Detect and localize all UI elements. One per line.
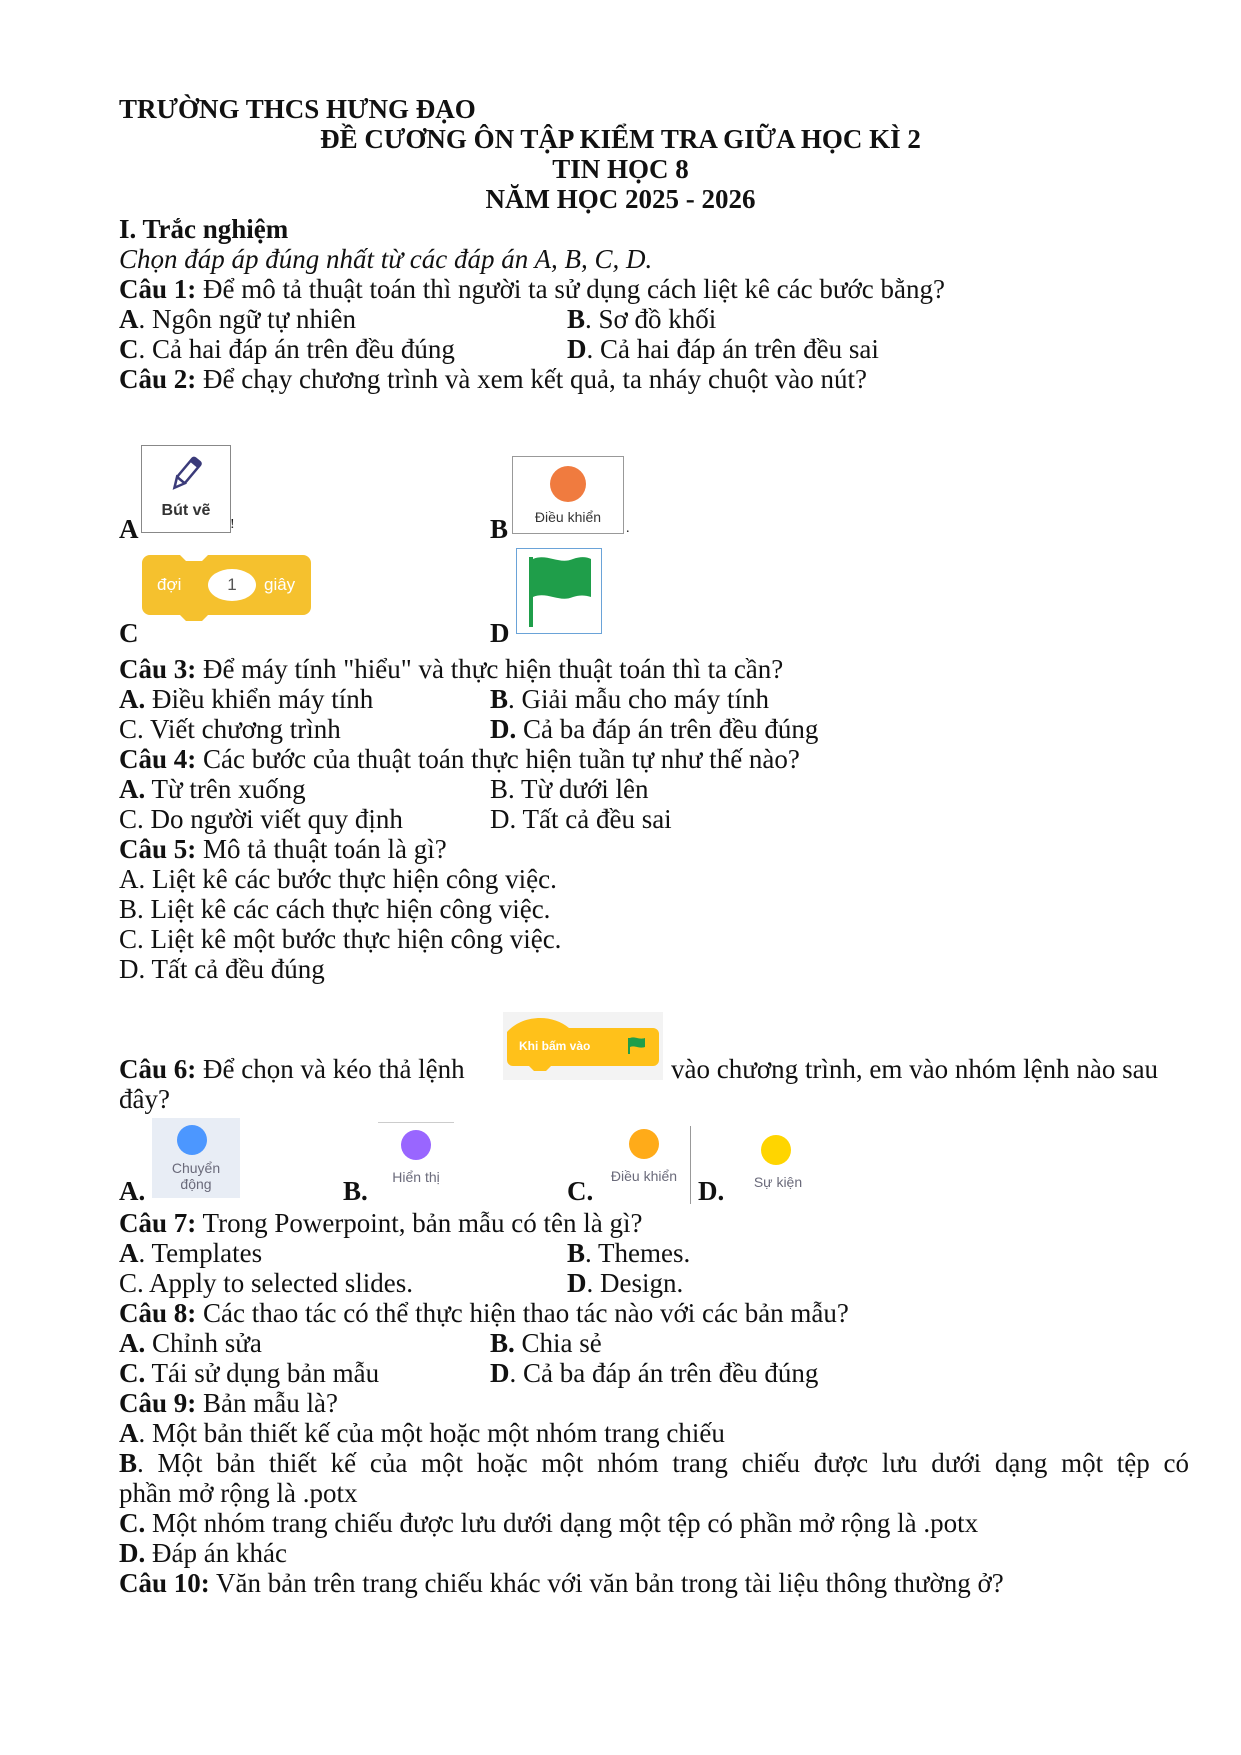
q5-option-d: D. Tất cả đều đúng	[119, 954, 325, 984]
question-1	[119, 272, 945, 306]
blue-circle-icon	[152, 1118, 240, 1158]
q9-option-c: C. Một nhóm trang chiếu được lưu dưới dạng một tệp có phần mở rộng là .potx	[119, 1508, 979, 1538]
orange-circle-icon	[513, 457, 623, 507]
question-label: Câu 6:	[119, 1054, 197, 1084]
question-2	[119, 362, 867, 396]
q2-option-c-label: C	[119, 618, 139, 648]
control-events-category-image	[604, 1122, 684, 1192]
question-6-line2: đây?	[119, 1084, 170, 1114]
q5-option-b: B. Liệt kê các cách thực hiện công việc.	[119, 894, 551, 924]
q4-option-b: B. Từ dưới lên	[490, 774, 649, 804]
q6-option-d-label: D.	[698, 1176, 725, 1206]
question-4	[119, 742, 800, 776]
motion-category-image	[152, 1118, 240, 1198]
question-text: Để chọn và kéo thả lệnh	[196, 1054, 465, 1084]
q7-option-b: B. Themes.	[567, 1238, 691, 1268]
question-text: Văn bản trên trang chiếu khác với văn bản trong tài liệu thông thường ở?	[209, 1568, 1004, 1598]
question-label: Câu 2:	[119, 364, 197, 394]
question-7	[119, 1206, 642, 1240]
wait-block-left-text: đợi	[157, 575, 182, 594]
control-label: Điều khiển	[610, 1168, 678, 1184]
question-label: Câu 7:	[119, 1208, 197, 1238]
q1-option-d: D. Cả hai đáp án trên đều sai	[567, 334, 879, 364]
q8-option-c: C. Tái sử dụng bản mẫu	[119, 1358, 380, 1388]
q2-option-a-label: A	[119, 514, 139, 544]
q4-option-c: C. Do người viết quy định	[119, 804, 403, 834]
looks-category-image	[378, 1122, 454, 1193]
question-label: Câu 5:	[119, 834, 197, 864]
q2-a-punct: !	[230, 517, 235, 532]
wait-block-right-text: giây	[264, 575, 296, 594]
events-category-image	[740, 1128, 816, 1198]
q3-option-a: A. Điều khiển máy tính	[119, 684, 374, 714]
question-6	[119, 1052, 465, 1086]
question-label: Câu 3:	[119, 654, 197, 684]
q7-option-d: D. Design.	[567, 1268, 684, 1298]
q2-option-b-label: B	[490, 514, 509, 544]
q1-option-c: C. Cả hai đáp án trên đều đúng	[119, 334, 455, 364]
question-text: Mô tả thuật toán là gì?	[196, 834, 447, 864]
q9-option-a: A. Một bản thiết kế của một hoặc một nhóm trang chiếu	[119, 1418, 725, 1448]
question-label: Câu 9:	[119, 1388, 197, 1418]
question-8	[119, 1296, 849, 1330]
yellow-circle-icon	[740, 1128, 816, 1168]
q3-option-d: D. Cả ba đáp án trên đều đúng	[490, 714, 819, 744]
question-text: Các bước của thuật toán thực hiện tuần tự như thế nào?	[196, 744, 800, 774]
question-3	[119, 652, 783, 686]
orange-circle-icon	[604, 1122, 684, 1162]
q9-option-b-cont: phần mở rộng là .potx	[119, 1478, 358, 1508]
doc-year: NĂM HỌC 2025 - 2026	[485, 184, 756, 214]
pen-extension-image	[141, 445, 231, 533]
events-label: Sự kiện	[753, 1174, 803, 1190]
q2-option-d-label: D	[490, 618, 510, 648]
question-text: Để chạy chương trình và xem kết quả, ta nháy chuột vào nút?	[196, 364, 867, 394]
divider	[690, 1126, 691, 1204]
q1-option-b: B. Sơ đồ khối	[567, 304, 717, 334]
question-label: Câu 1:	[119, 274, 197, 304]
q7-option-a: A. Templates	[119, 1238, 263, 1268]
question-text: Để mô tả thuật toán thì người ta sử dụng cách liệt kê các bước bằng?	[196, 274, 945, 304]
doc-subject: TIN HỌC 8	[552, 154, 689, 184]
purple-circle-icon	[378, 1123, 454, 1163]
pen-label: Bút vẽ	[161, 502, 211, 519]
school-name: TRƯỜNG THCS HƯNG ĐẠO	[119, 94, 476, 124]
control-label: Điều khiển	[534, 509, 602, 525]
green-flag-image	[516, 548, 602, 634]
question-label: Câu 10:	[119, 1568, 210, 1598]
wait-block-number: 1	[227, 575, 237, 594]
q4-option-d: D. Tất cả đều sai	[490, 804, 672, 834]
q6-option-b-label: B.	[343, 1176, 368, 1206]
when-flag-clicked-block-image	[503, 1012, 663, 1080]
q2-b-punct: .	[626, 521, 630, 536]
q4-option-a: A. Từ trên xuống	[119, 774, 306, 804]
q9-option-d: D. Đáp án khác	[119, 1538, 287, 1568]
question-label: Câu 4:	[119, 744, 197, 774]
q6-option-a-label: A.	[119, 1176, 146, 1206]
q8-option-b: B. Chia sẻ	[490, 1328, 602, 1358]
control-category-image	[512, 456, 624, 534]
q5-option-c: C. Liệt kê một bước thực hiện công việc.	[119, 924, 562, 954]
green-flag-icon	[517, 549, 601, 633]
question-label: Câu 8:	[119, 1298, 197, 1328]
q8-option-a: A. Chỉnh sửa	[119, 1328, 262, 1358]
q5-option-a: A. Liệt kê các bước thực hiện công việc.	[119, 864, 557, 894]
hat-block-label: Khi bấm vào	[519, 1039, 591, 1053]
motion-label-2: động	[180, 1176, 212, 1192]
q8-option-d: D. Cả ba đáp án trên đều đúng	[490, 1358, 819, 1388]
looks-label: Hiển thị	[392, 1169, 440, 1185]
question-text: Trong Powerpoint, bản mẫu có tên là gì?	[196, 1208, 643, 1238]
q3-option-b: B. Giải mẫu cho máy tính	[490, 684, 769, 714]
q9-option-b: B. Một bản thiết kế của một hoặc một nhóm trang chiếu được lưu dưới dạng một tệp có	[119, 1448, 1189, 1478]
question-6-cont: vào chương trình, em vào nhóm lệnh nào sau	[671, 1054, 1159, 1084]
section-instruction: Chọn đáp áp đúng nhất từ các đáp án A, B, C, D.	[119, 244, 653, 274]
wait-block-image	[140, 545, 313, 625]
doc-title: ĐỀ CƯƠNG ÔN TẬP KIỂM TRA GIỮA HỌC KÌ 2	[320, 124, 921, 154]
question-10	[119, 1566, 1004, 1600]
question-5	[119, 832, 447, 866]
q3-option-c: C. Viết chương trình	[119, 714, 341, 744]
q7-option-c: C. Apply to selected slides.	[119, 1268, 413, 1298]
question-text: Bản mẫu là?	[196, 1388, 338, 1418]
question-text: Các thao tác có thể thực hiện thao tác nào với các bản mẫu?	[196, 1298, 849, 1328]
question-text: Để máy tính "hiểu" và thực hiện thuật toán thì ta cần?	[196, 654, 784, 684]
question-9	[119, 1386, 338, 1420]
motion-label-1: Chuyển	[171, 1160, 221, 1176]
q1-option-a: A. Ngôn ngữ tự nhiên	[119, 304, 357, 334]
section-heading: I. Trắc nghiệm	[119, 214, 289, 244]
q6-option-c-label: C.	[567, 1176, 594, 1206]
